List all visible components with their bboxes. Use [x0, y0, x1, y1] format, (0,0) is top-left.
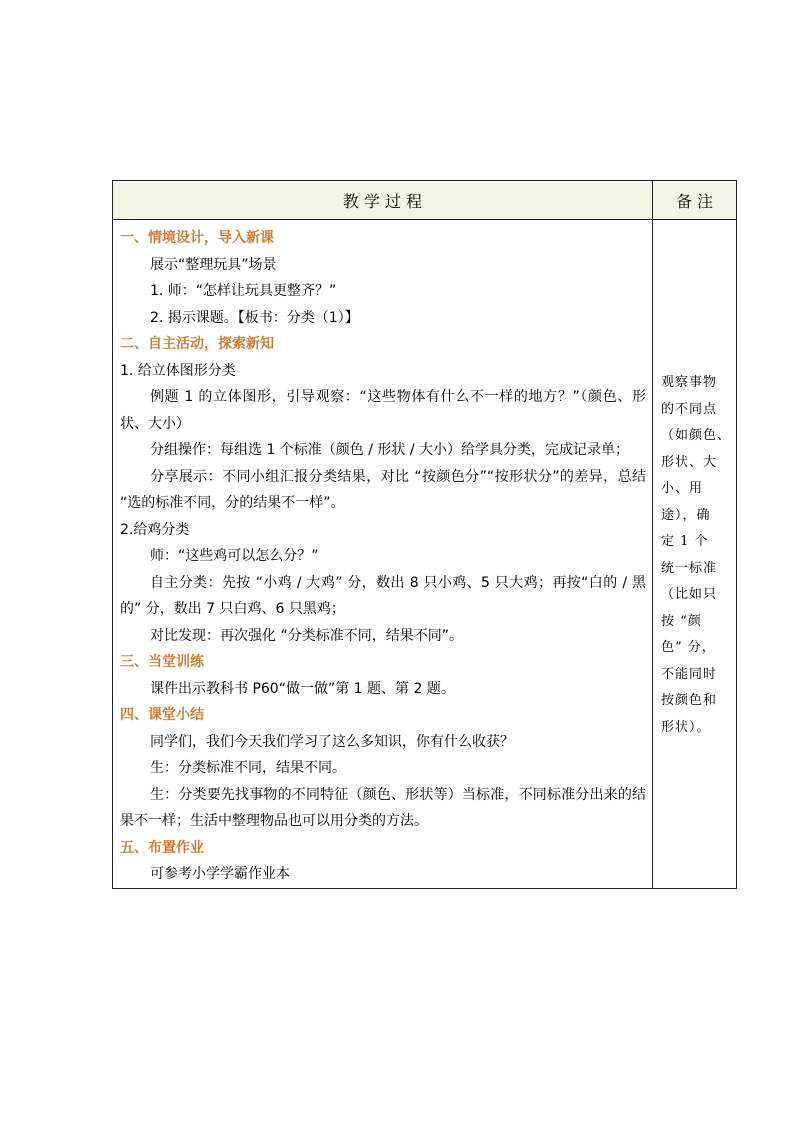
note-line: 不能同时	[661, 666, 718, 682]
subheading-chickens: 2.给鸡分类	[120, 521, 190, 538]
note-line: 按颜色和	[661, 693, 718, 708]
table-body-row	[113, 220, 737, 889]
section-heading-explore: 二、自主活动，探索新知	[120, 336, 274, 352]
section-heading-practice: 三、当堂训练	[120, 654, 204, 670]
note-line: 观察事物	[661, 375, 718, 390]
section-heading-intro: 一、情境设计，导入新课	[120, 230, 274, 246]
paragraph: 分组操作：每组选 1 个标准（颜色 / 形状 / 大小）给学具分类，完成记录单；	[150, 442, 630, 458]
section-heading-homework: 五、布置作业	[120, 839, 204, 856]
teaching-process-cell	[113, 220, 653, 889]
text-line: 师：“这些鸡可以怎么分？”	[150, 548, 319, 564]
paragraph: 自主分类：先按 “小鸡 / 大鸡” 分，数出 8 只小鸡、5 只大鸡；再按“白的 / 黑的” 分，数出 7 只白鸡、6 只黑鸡；	[120, 574, 646, 617]
text-line: 同学们，我们今天我们学习了这么多知识，你有什么收获？	[150, 733, 514, 750]
text-line: 课件出示教科书 P60“做一做”第 1 题、第 2 题。	[150, 680, 455, 697]
note-line: 的不同点	[661, 401, 718, 417]
header-notes: 备 注	[653, 181, 737, 220]
note-line: 色” 分，	[661, 640, 716, 655]
text-line: 展示“整理玩具”场景	[150, 256, 277, 273]
text-line: 2. 揭示课题。【板书：分类（1）】	[150, 309, 359, 326]
note-line: 形状）。	[661, 719, 711, 735]
note-line: （比如只	[661, 587, 718, 602]
paragraph: 生：分类要先找事物的不同特征（颜色、形状等）当标准，不同标准分出来的结果不一样；生活中整理物品也可以用分类的方法。	[120, 786, 646, 829]
section-heading-summary: 四、课堂小结	[120, 707, 204, 723]
text-line: 可参考小学学霸作业本	[150, 866, 290, 882]
paragraph: 分享展示：不同小组汇报分类结果，对比 “按颜色分”“按形状分”的差异，总结 “选的标准不同，分的结果不一样”。	[120, 468, 646, 511]
paragraph: 例题 1 的立体图形，引导观察：“这些物体有什么不一样的地方？”（颜色、形状、大小）	[120, 389, 646, 432]
header-teaching-process: 教 学 过 程	[113, 181, 653, 220]
text-line: 1. 师：“怎样让玩具更整齐？”	[150, 283, 337, 299]
text-line: 对比发现：再次强化 “分类标准不同，结果不同”。	[150, 627, 463, 644]
note-line: 定 1 个	[661, 534, 709, 549]
table-header-row	[113, 181, 737, 220]
note-line: （如颜色、	[661, 428, 732, 443]
note-line: 小、用	[661, 481, 704, 496]
note-line: 形状、大	[661, 454, 718, 470]
text-line: 生：分类标准不同，结果不同。	[150, 760, 346, 776]
notes-cell	[653, 220, 737, 889]
subheading-solid-shapes: 1. 给立体图形分类	[120, 362, 236, 379]
note-line: 按 “颜	[661, 613, 702, 629]
note-line: 途），确	[661, 507, 711, 523]
lesson-plan-table	[112, 180, 737, 889]
note-line: 统一标准	[661, 560, 718, 576]
